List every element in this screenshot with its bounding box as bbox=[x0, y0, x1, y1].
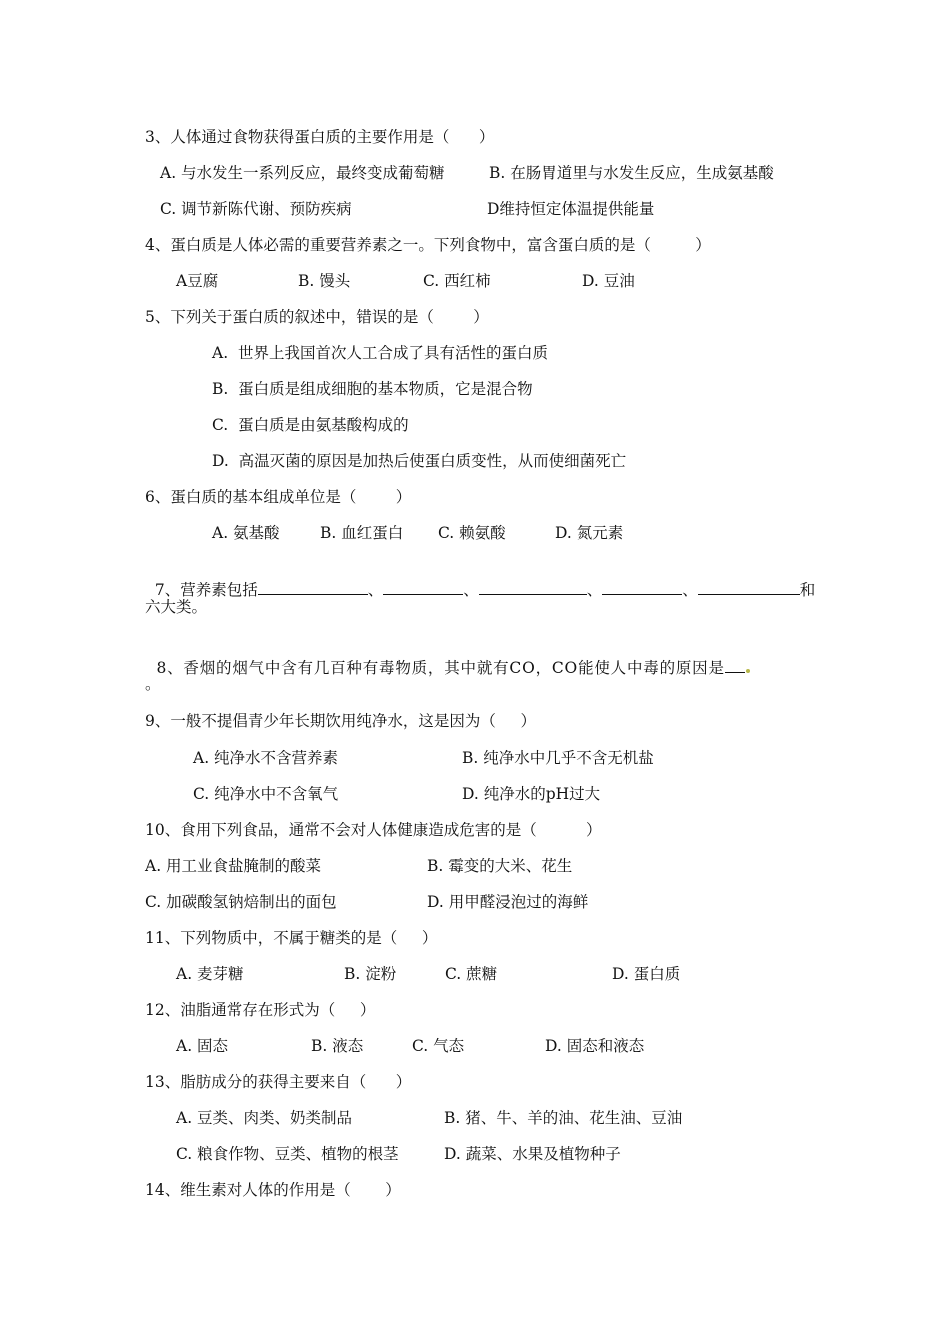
q6-option-d: D. 氮元素 bbox=[555, 524, 624, 542]
q13-stem: 13、脂肪成分的获得主要来自（ ） bbox=[145, 1073, 412, 1091]
q6-option-b: B. 血红蛋白 bbox=[320, 524, 404, 542]
q11-option-b: B. 淀粉 bbox=[344, 965, 397, 983]
q12-option-a: A. 固态 bbox=[176, 1037, 229, 1055]
q5-option-b: B. 蛋白质是组成细胞的基本物质，它是混合物 bbox=[212, 380, 533, 398]
q11-stem: 11、下列物质中，不属于糖类的是（ ） bbox=[145, 929, 438, 947]
q5-option-a: A. 世界上我国首次人工合成了具有活性的蛋白质 bbox=[212, 344, 548, 362]
q12-option-d: D. 固态和液态 bbox=[545, 1037, 645, 1055]
q4-option-b: B. 馒头 bbox=[298, 272, 351, 290]
q7-sep: 、 bbox=[586, 581, 603, 599]
q6-option-a: A. 氨基酸 bbox=[212, 524, 280, 542]
q12-option-b: B. 液态 bbox=[311, 1037, 364, 1055]
q7-end: 和 bbox=[799, 581, 816, 599]
q13-option-a: A. 豆类、肉类、奶类制品 bbox=[176, 1109, 353, 1127]
q13-option-d: D. 蔬菜、水果及植物种子 bbox=[444, 1145, 621, 1163]
q7-line2: 六大类。 bbox=[145, 598, 208, 616]
q7-blank-3[interactable] bbox=[479, 579, 587, 595]
q11-option-d: D. 蛋白质 bbox=[612, 965, 681, 983]
q4-stem: 4、蛋白质是人体必需的重要营养素之一。下列食物中，富含蛋白质的是（ ） bbox=[145, 236, 711, 254]
q7-stem bbox=[145, 559, 815, 600]
q8-blank[interactable] bbox=[725, 657, 745, 673]
q7-blank-4[interactable] bbox=[602, 579, 682, 595]
q10-option-d: D. 用甲醛浸泡过的海鲜 bbox=[427, 893, 589, 911]
q14-stem: 14、维生素对人体的作用是（ ） bbox=[145, 1181, 401, 1199]
q10-option-c: C. 加碳酸氢钠焙制出的面包 bbox=[145, 893, 337, 911]
q7-stem-start: 7、营养素包括 bbox=[154, 581, 258, 599]
q4-option-c: C. 西红柿 bbox=[423, 272, 491, 290]
q11-option-c: C. 蔗糖 bbox=[445, 965, 498, 983]
q9-option-c: C. 纯净水中不含氧气 bbox=[193, 785, 339, 803]
q3-option-d: D维持恒定体温提供能量 bbox=[487, 200, 655, 218]
q12-stem: 12、油脂通常存在形式为（ ） bbox=[145, 1001, 376, 1019]
q4-option-d: D. 豆油 bbox=[582, 272, 635, 290]
q7-blank-2[interactable] bbox=[383, 579, 463, 595]
q9-option-a: A. 纯净水不含营养素 bbox=[193, 749, 339, 767]
q11-option-a: A. 麦芽糖 bbox=[176, 965, 244, 983]
q5-option-d: D. 高温灭菌的原因是加热后使蛋白质变性，从而使细菌死亡 bbox=[212, 452, 627, 470]
q6-option-c: C. 赖氨酸 bbox=[438, 524, 506, 542]
q9-option-b: B. 纯净水中几乎不含无机盐 bbox=[462, 749, 654, 767]
q7-sep: 、 bbox=[367, 581, 384, 599]
q8-mark-dot bbox=[746, 669, 750, 673]
q8-line2: 。 bbox=[145, 675, 161, 693]
q12-option-c: C. 气态 bbox=[412, 1037, 465, 1055]
q8-stem bbox=[145, 637, 750, 678]
q6-stem: 6、蛋白质的基本组成单位是（ ） bbox=[145, 488, 412, 506]
q7-sep: 、 bbox=[463, 581, 479, 599]
q7-blank-5[interactable] bbox=[698, 579, 800, 595]
q10-option-b: B. 霉变的大米、花生 bbox=[427, 857, 573, 875]
q3-option-c: C. 调节新陈代谢、预防疾病 bbox=[160, 200, 352, 218]
q7-blank-1[interactable] bbox=[258, 579, 368, 595]
q9-stem: 9、一般不提倡青少年长期饮用纯净水，这是因为（ ） bbox=[145, 712, 536, 730]
q13-option-c: C. 粮食作物、豆类、植物的根茎 bbox=[176, 1145, 399, 1163]
q5-option-c: C. 蛋白质是由氨基酸构成的 bbox=[212, 416, 409, 434]
q5-stem: 5、下列关于蛋白质的叙述中，错误的是（ ） bbox=[145, 308, 489, 326]
q8-stem-text: 8、香烟的烟气中含有几百种有毒物质，其中就有CO，CO能使人中毒的原因是 bbox=[156, 659, 725, 677]
q13-option-b: B. 猪、牛、羊的油、花生油、豆油 bbox=[444, 1109, 683, 1127]
q7-sep: 、 bbox=[682, 581, 698, 599]
q4-option-a: A豆腐 bbox=[176, 272, 219, 290]
q10-option-a: A. 用工业食盐腌制的酸菜 bbox=[145, 857, 322, 875]
q9-option-d: D. 纯净水的pH过大 bbox=[462, 785, 601, 803]
q10-stem: 10、食用下列食品，通常不会对人体健康造成危害的是（ ） bbox=[145, 821, 602, 839]
q3-option-a: A. 与水发生一系列反应，最终变成葡萄糖 bbox=[160, 164, 445, 182]
q3-option-b: B. 在肠胃道里与水发生反应，生成氨基酸 bbox=[489, 164, 774, 182]
q3-stem: 3、人体通过食物获得蛋白质的主要作用是（ ） bbox=[145, 128, 495, 146]
